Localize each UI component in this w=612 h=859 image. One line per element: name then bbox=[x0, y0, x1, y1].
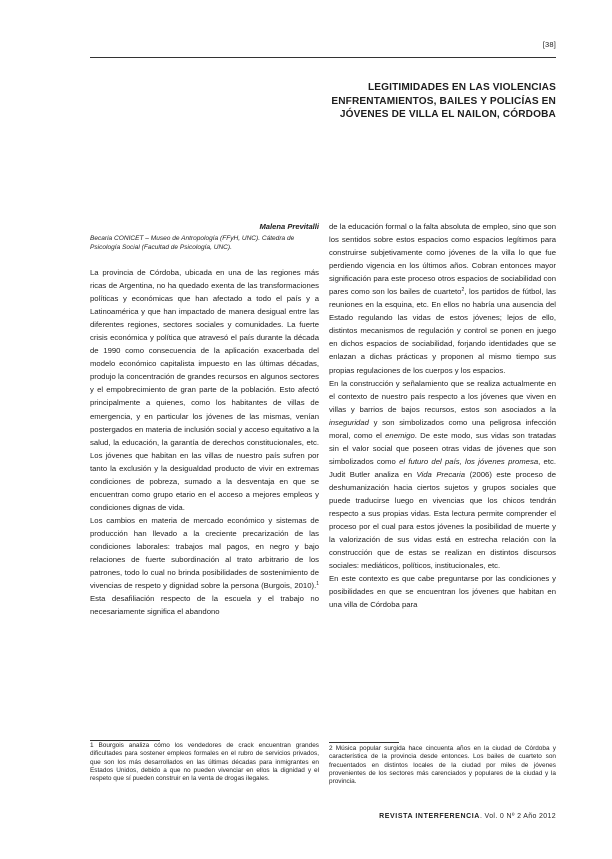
paragraph-text: Esta desafiliación respecto de la escuela y el trabajo no necesariamente significa el abandono bbox=[90, 594, 319, 617]
journal-issue: . Vol. 0 Nº 2 Año 2012 bbox=[479, 813, 556, 820]
body-column-right bbox=[329, 220, 556, 611]
journal-name: REVISTA INTERFERENCIA bbox=[379, 813, 480, 820]
article-title bbox=[256, 81, 556, 122]
header-rule bbox=[90, 57, 556, 58]
paragraph bbox=[90, 514, 319, 618]
body-column-left bbox=[90, 266, 319, 618]
title-line-2: ENFRENTAMIENTOS, BAILES Y POLICÍAS EN bbox=[331, 95, 556, 107]
page-number: [38] bbox=[542, 40, 556, 49]
author-name: Malena Previtalli bbox=[259, 222, 319, 231]
footnote-1: 1 Bourgois analiza cómo los vendedores de crack encuentran grandes dificultades para sostener empleos formales en el rubro de servicios privados, que son los más desarrollados en las últimas décadas para inmigrantes en Estados Unidos, debido a que no pueden vivenciar en ellos la dignidad y el respeto que sí pueden construir en la venta de drogas ilegales. bbox=[90, 742, 319, 783]
paragraph-text: , etc. Judit Butler analiza en bbox=[329, 456, 557, 479]
author-affiliation: Becaria CONICET – Museo de Antropología (FFyH, UNC). Cátedra de Psicología Social (Facultad de Psicología, UNC). bbox=[90, 235, 295, 252]
paragraph-text: En la construcción y señalamiento que se realiza actualmente en el contexto de nuestro país respecto a los jóvenes que viven en villas y barrios de bajos recursos, estos son asociados a la bbox=[329, 378, 556, 414]
emphasis: el futuro del país, los jóvenes promesa bbox=[399, 456, 539, 466]
paragraph bbox=[329, 220, 556, 377]
journal-footer bbox=[379, 813, 556, 820]
book-title: Vida Precaria bbox=[416, 469, 466, 479]
paragraph-text: . De este modo, sus vidas son tratadas sin el valor social que poseen otras vidas de jóvenes que son simbolizados como bbox=[329, 430, 556, 466]
paragraph bbox=[329, 377, 556, 573]
footnote-2: 2 Música popular surgida hace cincuenta años en la ciudad de Córdoba y característica de la provincia desde entonces. Los bailes de cuarteto son frecuentados en distintos locales de la ciudad por miles de jóvenes provenientes de los sectores más carenciados y populares de la ciudad y la provincia. bbox=[329, 745, 556, 786]
paragraph-text: , los partidos de fútbol, las reuniones en la esquina, etc. En ellos no habría una ausencia del Estado regulando las vidas de estos jóvenes; lejos de ello, distintos mecanismos de regulación y control se ponen en juego en dichos espacios de sociabilidad, forjando identidades que se enlazan a dichas prácticas y proponen al mismo tiempo sus propias regulaciones de los cuerpos y los espacios. bbox=[329, 287, 556, 375]
paragraph-text: (2006) este proceso de deshumanización hacia ciertos sujetos y grupos sociales que puede traducirse luego en vivencias que los chicos tendrán respecto a sus propias vidas. Esta lectura permite comprender el proceso por el cual para estos jóvenes la posibilidad de muerte y la valorización de sus vidas está en estrecha relación con la construcción que de estas se realizan en distintos discursos sociales: mediáticos, políticos, institucionales, etc. bbox=[329, 469, 557, 571]
emphasis: enemigo bbox=[385, 430, 415, 440]
paragraph-text: de la educación formal o la falta absoluta de empleo, sino que son los sentidos sobre estos espacios como espacios legítimos para construirse subjetivamente como jóvenes de la villa lo que fue perdiendo vigencia en los últimos años. Cobran entonces mayor significación para este proceso otros espacios de sociabilidad con pares como son los bailes de cuarteto bbox=[329, 222, 556, 297]
emphasis: inseguridad bbox=[329, 417, 369, 427]
footnote-rule-left bbox=[90, 740, 160, 741]
footnote-ref: 1 bbox=[316, 581, 319, 588]
paragraph-text: y son simbolizados como una peligrosa infección moral, como el bbox=[329, 417, 556, 440]
title-line-3: JÓVENES DE VILLA EL NAILON, CÓRDOBA bbox=[339, 109, 556, 121]
footnote-ref: 2 bbox=[461, 287, 465, 294]
paragraph: En este contexto es que cabe preguntarse por las condiciones y posibilidades en que se encuentran los jóvenes que habitan en una villa de Córdoba para bbox=[329, 574, 556, 610]
paragraph: La provincia de Córdoba, ubicada en una de las regiones más ricas de Argentina, no ha quedado exenta de las transformaciones políticas y económicas que han afectado a todo el país y a Latinoamérica y que han impactado de manera desigual entre las diferentes regiones, sectores sociales y comunidades. La fuerte crisis económica y política que atravesó el país durante la década de 1990 como consecuencia de la aplicación exacerbada del modelo económico capitalista impuesto en las últimas décadas, produjo la concentración de grandes recursos en algunos sectores y el empobrecimiento de gran parte de la población. Esto afectó principalmente a quienes, como los habitantes de villas de emergencia, y en particular los jóvenes de las mismas, venían postergados en materia de inclusión social y acceso equitativo a la salud, la educación, la garantía de derechos constitucionales, etc. Los jóvenes que habitan en las villas de nuestro país sufren por tanto la exclusión y la desigualdad producto de vivir en extremas condiciones de pobreza, sumado a la desventaja en que se encuentran como grupo etario en el acceso a mejores empleos y condiciones dignas de vida. bbox=[90, 268, 319, 512]
paragraph-text: Los cambios en materia de mercado económico y sistemas de producción han llevado a la creciente precarización de las condiciones laborales: trabajos mal pagos, en negro y bajo relaciones de fuerte subordinación al trato arbitrario de los patrones, todo lo cual no brinda posibilidades de sostenimiento de vivencias de respeto y dignidad sobre la persona (Burgois, 2010). bbox=[90, 515, 319, 591]
title-line-1: LEGITIMIDADES EN LAS VIOLENCIAS bbox=[367, 82, 556, 93]
author-block bbox=[90, 222, 319, 252]
footnote-rule-right bbox=[329, 742, 399, 743]
